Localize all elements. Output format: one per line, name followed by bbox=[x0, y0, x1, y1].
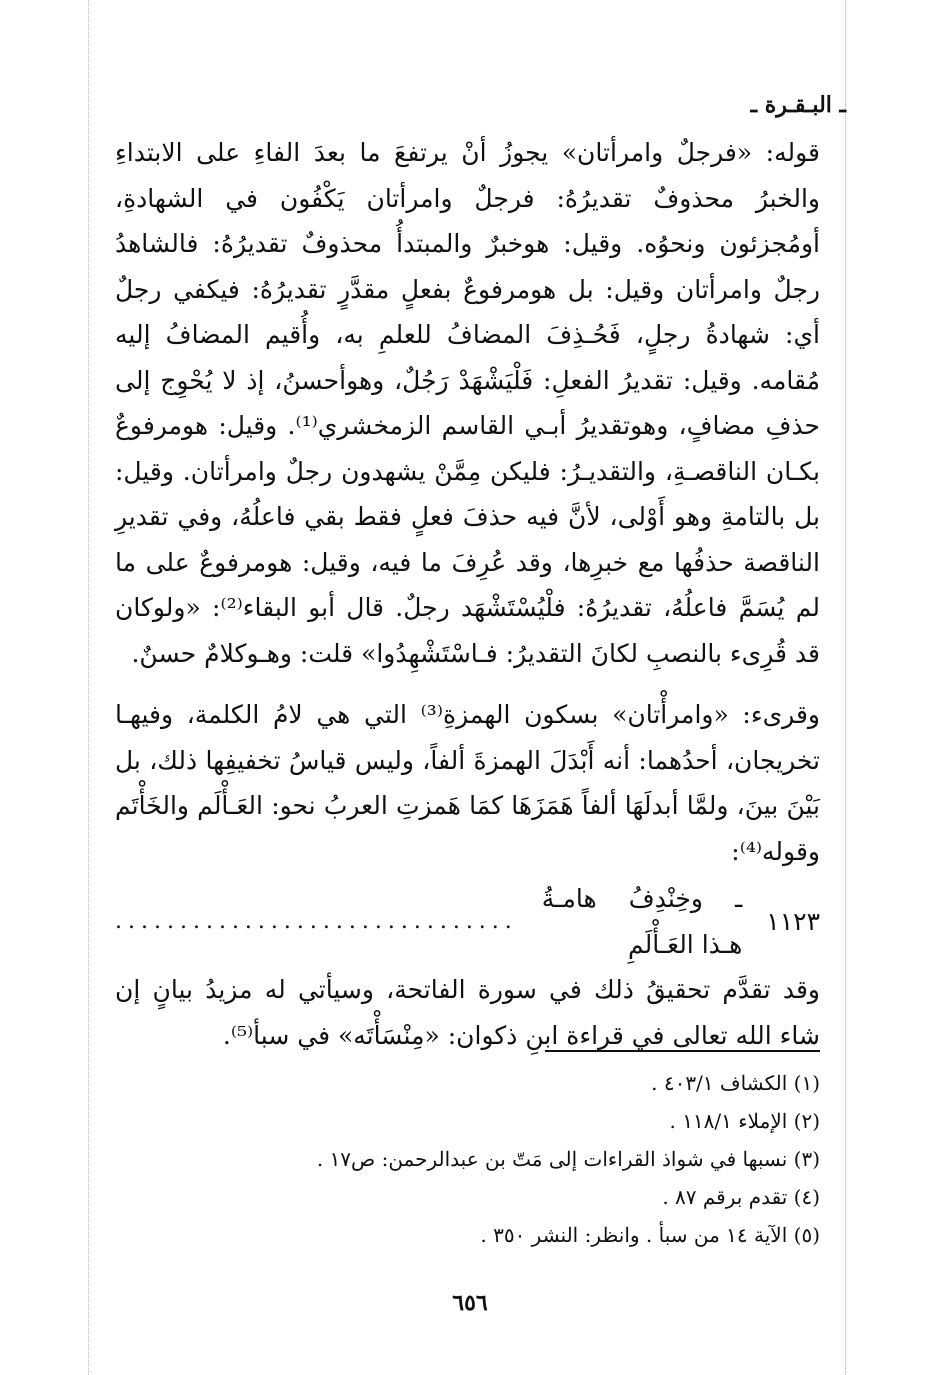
poetry-verse bbox=[115, 876, 820, 967]
footnote: (١) الكشاف ٤٠٣/١ . bbox=[651, 1071, 820, 1095]
main-text bbox=[115, 130, 820, 1058]
margin-guide-left bbox=[88, 0, 89, 1375]
verse-text: ـ وخِنْدِفُ هامـةُ هـذا العَـأْلَمِ bbox=[541, 884, 743, 959]
running-header: ـ البـقـرة ـ bbox=[750, 92, 846, 118]
margin-guide-right bbox=[845, 0, 846, 1375]
verse-dots: ............................... bbox=[115, 908, 518, 934]
verse-number: ١١٢٣ bbox=[766, 906, 820, 936]
paragraph: وقرىء: «وامرأْتان» بسكون الهمزةِ⁽³⁾ التي هي لامُ الكلمة، وفيهـا تخريجان، أحدُهما: أنه أَبْدَلَ الهمزةَ ألفاً، وليس قياسُ تخفيفِها ذلك، بل بَيْنَ بينَ، ولمَّا أبدلَهَا ألفاً هَمَزَهَا كمَا هَمزتِ العربُ نحو: العَـأْلَم والخَأْتَم وقوله⁽⁴⁾: bbox=[115, 700, 820, 866]
footnote: (٣) نسبها في شواذ القراءات إلى مَتّ بن عبدالرحمن: ص١٧ . bbox=[316, 1147, 820, 1171]
footnotes bbox=[115, 1064, 820, 1254]
paragraph: وقد تقدَّم تحقيقُ ذلك في سورة الفاتحة، وسيأتي له مزيدُ بيانٍ إن شاء الله تعالى في قراءة ابنِ ذكوان: «مِنْسَأْتَه» في سبأ⁽⁵⁾. bbox=[115, 975, 820, 1050]
footnote: (٤) تقدم برقم ٨٧ . bbox=[662, 1185, 820, 1209]
footnote: (٢) الإملاء ١١٨/١ . bbox=[669, 1109, 820, 1133]
paragraph: قوله: «فرجلٌ وامرأتان» يجوزُ أنْ يرتفعَ ما بعدَ الفاءِ على الابتداءِ والخبرُ محذوفٌ تقديرُهُ: فرجلٌ وامرأتان يَكْفُون في الشهادةِ، أومُجزئون ونحوُه. وقيل: هوخبرٌ والمبتدأُ محذوفٌ تقديرُهُ: فالشاهدُ رجلٌ وامرأتان وقيل: بل هومرفوعٌ بفعلٍ مقدَّرٍ تقديرُهُ: فيكفي رجلٌ أي: شهادةُ رجلٍ، فَحُـذِفَ المضافُ للعلمِ به، وأُقيم المضافُ إليه مُقامه. وقيل: تقديرُ الفعلِ: فَلْيَشْهَدْ رَجُلٌ، وهوأحسنُ، إذ لا يُحْوِج إلى حذفِ مضافٍ، وهوتقديرُ أبـي القاسم الزمخشري⁽¹⁾. وقيل: هومرفوعٌ بكـان الناقصـةِ، والتقديـرُ: فليكن مِمَّنْ يشهدون رجلٌ وامرأتان. وقيل: بل بالتامةِ وهو أَوْلى، لأنَّ فيه حذفَ فعلٍ فقط بقي فاعلُهُ، وفي تقديرِ الناقصة حذفُها مع خبرِها، وقد عُرِفَ ما فيه، وقيل: هومرفوعٌ على ما لم يُسَمَّ فاعلُهُ، تقديرُهُ: فلْيُسْتَشْهَد رجلٌ. قال أبو البقاء⁽²⁾: «ولوكان قد قُرِىء بالنصبِ لكانَ التقديرُ: فـاسْتَشْهِدُوا» قلت: وهـوكلامٌ حسنٌ. bbox=[115, 138, 820, 668]
page-number: ٦٥٦ bbox=[452, 1290, 488, 1316]
footnote: (٥) الآية ١٤ من سبأ . وانظر: النشر ٣٥٠ . bbox=[480, 1223, 820, 1247]
footnote-separator bbox=[545, 1050, 820, 1052]
